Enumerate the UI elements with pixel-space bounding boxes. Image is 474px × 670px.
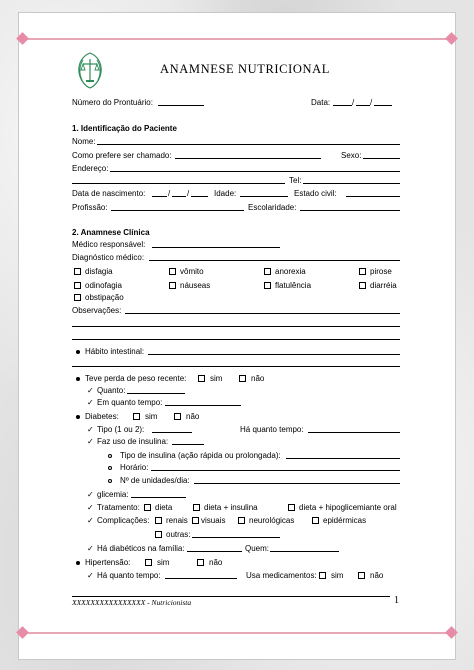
nascimento-year-field[interactable] (191, 188, 208, 197)
check-icon: ✓ (87, 490, 94, 499)
footer-rule (72, 596, 390, 597)
symptom-label: náuseas (180, 281, 211, 290)
glicemia-field[interactable] (131, 489, 186, 498)
hipertensao-tempo-field[interactable] (165, 570, 237, 579)
observacoes-label: Observações: (72, 306, 122, 315)
endereco-field-continued[interactable] (72, 175, 285, 184)
outras-field[interactable] (192, 529, 280, 538)
tipo-insulina-field[interactable] (286, 450, 400, 459)
hipertensao-sim-checkbox[interactable] (145, 559, 152, 566)
sim-label: sim (157, 558, 170, 567)
nascimento-month-field[interactable] (172, 188, 186, 197)
symptom-label: diarréia (370, 281, 397, 290)
chamado-label: Como prefere ser chamado: (72, 151, 172, 160)
perda-sim-checkbox[interactable] (198, 375, 205, 382)
circle-bullet-icon (108, 479, 112, 483)
date-month-field[interactable] (356, 97, 370, 106)
hipertensao-nao-checkbox[interactable] (197, 559, 204, 566)
symptom-label: pirose (370, 267, 392, 276)
diabetes-label: Diabetes: (85, 412, 119, 421)
usa-medicamentos-label: Usa medicamentos: (246, 571, 317, 580)
tratamento-option-label: dieta (155, 503, 173, 512)
tratamento-dieta-checkbox[interactable] (144, 504, 151, 511)
unidades-label: Nº de unidades/dia: (120, 476, 190, 485)
horario-label: Horário: (120, 463, 149, 472)
symptom-label: odinofagia (85, 281, 122, 290)
bottom-rule (22, 632, 452, 634)
horario-field[interactable] (151, 462, 400, 471)
observacoes-field[interactable] (125, 305, 400, 314)
diab-familia-field[interactable] (187, 543, 242, 552)
habito-label: Hábito intestinal: (85, 347, 145, 356)
profissao-field[interactable] (111, 202, 244, 211)
sim-label: sim (145, 412, 158, 421)
page-number: 1 (394, 595, 399, 606)
sexo-field[interactable] (363, 150, 400, 159)
footer-signature: XXXXXXXXXXXXXXXX - Nutricionista (72, 598, 192, 607)
nao-label: não (209, 558, 223, 567)
medico-field[interactable] (152, 239, 280, 248)
odinofagia-checkbox[interactable] (74, 282, 81, 289)
symptom-label: flatulência (275, 281, 312, 290)
complicacoes-label: Complicações: (97, 516, 150, 525)
escolaridade-label: Escolaridade: (248, 203, 297, 212)
symptom-label: obstipação (85, 293, 124, 302)
complicacao-option-label: visuais (201, 516, 226, 525)
comp-renais-checkbox[interactable] (155, 517, 162, 524)
comp-visuais-checkbox[interactable] (192, 517, 199, 524)
tratamento-option-label: dieta + hipoglicemiante oral (299, 503, 397, 512)
idade-field[interactable] (240, 188, 288, 197)
prontuario-field[interactable] (158, 97, 204, 106)
diagnostico-label: Diagnóstico médico: (72, 253, 145, 262)
tratamento-hipoglicemiante-checkbox[interactable] (288, 504, 295, 511)
circle-bullet-icon (108, 454, 112, 458)
quanto-tempo-label: Em quanto tempo: (97, 398, 163, 407)
symptom-label: vômito (180, 267, 204, 276)
top-rule (22, 38, 452, 40)
sim-label: sim (210, 374, 223, 383)
vomito-checkbox[interactable] (169, 268, 176, 275)
check-icon: ✓ (87, 437, 94, 446)
quanto-tempo-field[interactable] (165, 397, 241, 406)
diarreia-checkbox[interactable] (359, 282, 366, 289)
idade-label: Idade: (214, 189, 237, 198)
prontuario-label: Número do Prontuário: (72, 98, 153, 107)
medicamentos-sim-checkbox[interactable] (319, 572, 326, 579)
tratamento-label: Tratamento: (97, 503, 140, 512)
nutrition-logo-icon (73, 50, 107, 90)
check-icon: ✓ (87, 503, 94, 512)
chamado-field[interactable] (175, 150, 321, 159)
tratamento-dieta-insulina-checkbox[interactable] (193, 504, 200, 511)
diabetes-tempo-field[interactable] (308, 424, 400, 433)
pirose-checkbox[interactable] (359, 268, 366, 275)
check-icon: ✓ (87, 571, 94, 580)
faz-uso-label: Faz uso de insulina: (97, 437, 169, 446)
hipertensao-label: Hipertensão: (85, 558, 131, 567)
anorexia-checkbox[interactable] (264, 268, 271, 275)
date-year-field[interactable] (374, 97, 392, 106)
date-day-field[interactable] (333, 97, 352, 106)
diabetes-sim-checkbox[interactable] (133, 413, 140, 420)
date-separator: / (187, 189, 190, 198)
check-icon: ✓ (87, 516, 94, 525)
complicacao-option-label: neurológicas (249, 516, 295, 525)
tratamento-option-label: dieta + insulina (204, 503, 258, 512)
observacoes-field-line[interactable] (72, 331, 400, 340)
perda-nao-checkbox[interactable] (239, 375, 246, 382)
symptom-label: disfagia (85, 267, 113, 276)
estado-civil-label: Estado civil: (294, 189, 337, 198)
tel-label: Tel: (289, 176, 302, 185)
check-icon: ✓ (87, 398, 94, 407)
diab-familia-label: Há diabéticos na família: (97, 544, 185, 553)
date-separator: / (168, 189, 171, 198)
sim-label: sim (331, 571, 344, 580)
flatulencia-checkbox[interactable] (264, 282, 271, 289)
escolaridade-field[interactable] (300, 202, 400, 211)
check-icon: ✓ (87, 425, 94, 434)
bullet-icon (76, 377, 80, 381)
sexo-label: Sexo: (341, 151, 362, 160)
quanto-field[interactable] (127, 385, 185, 394)
bullet-icon (76, 415, 80, 419)
date-label: Data: (311, 98, 331, 107)
nascimento-label: Data de nascimento: (72, 189, 146, 198)
comp-epidermicas-checkbox[interactable] (312, 517, 319, 524)
nome-field[interactable] (97, 136, 400, 145)
unidades-field[interactable] (194, 475, 400, 484)
tipo-insulina-label: Tipo de insulina (ação rápida ou prolongada): (120, 451, 281, 460)
section-heading-identification: 1. Identificação do Paciente (72, 124, 177, 133)
check-icon: ✓ (87, 386, 94, 395)
circle-bullet-icon (108, 466, 112, 470)
nao-label: não (370, 571, 384, 580)
obstipacao-checkbox[interactable] (74, 294, 81, 301)
habito-field-line[interactable] (72, 358, 400, 367)
nascimento-day-field[interactable] (152, 188, 167, 197)
date-separator: / (370, 98, 373, 107)
endereco-field[interactable] (110, 163, 400, 172)
habito-field[interactable] (148, 346, 400, 355)
medico-label: Médico responsável: (72, 240, 146, 249)
ha-quanto-tempo-label: Há quanto tempo: (97, 571, 161, 580)
nauseas-checkbox[interactable] (169, 282, 176, 289)
quem-field[interactable] (270, 543, 339, 552)
comp-outras-checkbox[interactable] (155, 531, 162, 538)
bullet-icon (76, 561, 80, 565)
observacoes-field-line[interactable] (72, 318, 400, 327)
tel-field[interactable] (303, 175, 400, 184)
endereco-label: Endereço: (72, 164, 109, 173)
symptom-label: anorexia (275, 267, 306, 276)
nao-label: não (251, 374, 265, 383)
medicamentos-nao-checkbox[interactable] (358, 572, 365, 579)
nao-label: não (186, 412, 200, 421)
perda-peso-label: Teve perda de peso recente: (85, 374, 187, 383)
profissao-label: Profissão: (72, 203, 108, 212)
disfagia-checkbox[interactable] (74, 268, 81, 275)
section-heading-clinical: 2. Anamnese Clínica (72, 228, 150, 237)
diagnostico-field[interactable] (149, 252, 400, 261)
nome-label: Nome: (72, 137, 96, 146)
date-separator: / (352, 98, 355, 107)
faz-uso-field[interactable] (172, 436, 204, 445)
tipo-field[interactable] (152, 424, 192, 433)
bullet-icon (76, 350, 80, 354)
page-title: ANAMNESE NUTRICIONAL (160, 62, 330, 76)
outras-label: outras: (166, 530, 191, 539)
estado-civil-field[interactable] (346, 188, 400, 197)
tipo-label: Tipo (1 ou 2): (97, 425, 145, 434)
diabetes-nao-checkbox[interactable] (174, 413, 181, 420)
complicacao-option-label: renais (166, 516, 188, 525)
quanto-label: Quanto: (97, 386, 126, 395)
check-icon: ✓ (87, 544, 94, 553)
ha-quanto-tempo-label: Há quanto tempo: (240, 425, 304, 434)
quem-label: Quem: (245, 544, 270, 553)
comp-neurologicas-checkbox[interactable] (238, 517, 245, 524)
glicemia-label: glicemia: (97, 490, 129, 499)
complicacao-option-label: epidérmicas (323, 516, 367, 525)
